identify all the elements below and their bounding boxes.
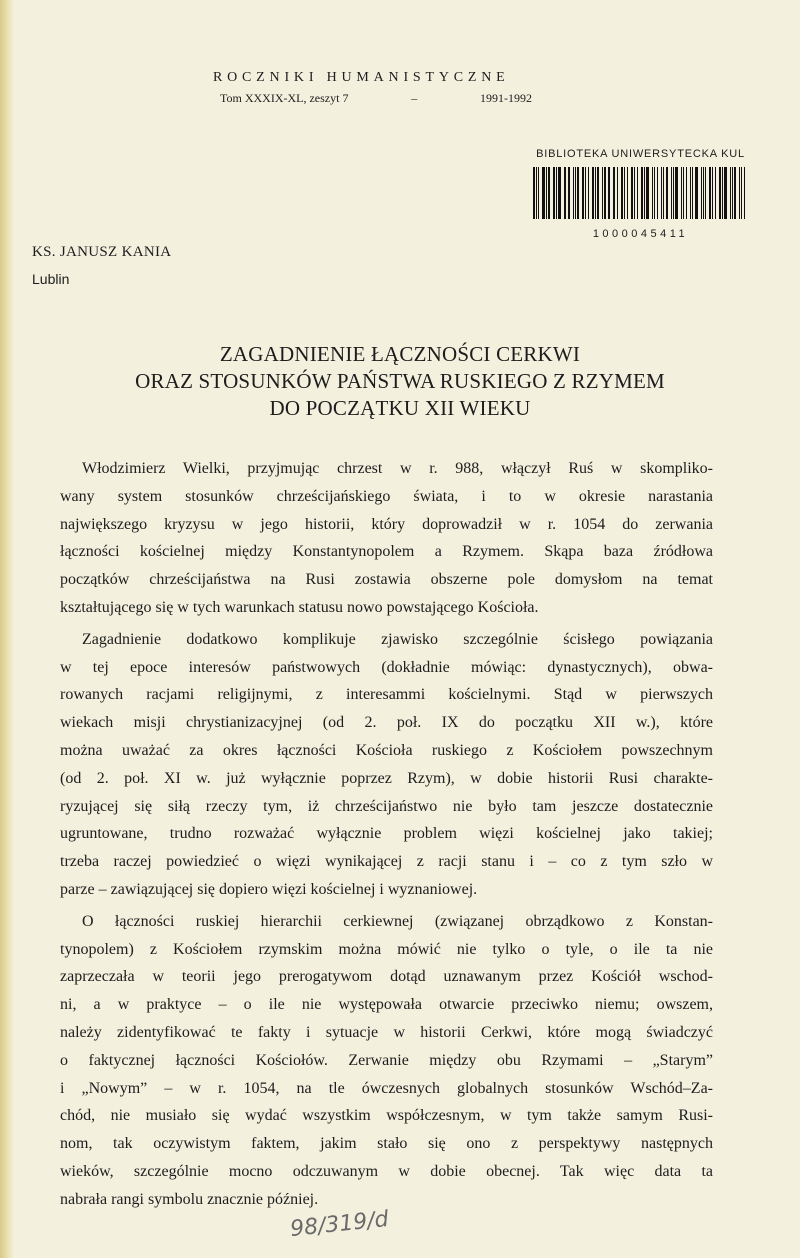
- barcode-bar: [553, 167, 555, 219]
- text-line: wieków, szczególnie mocno odczuwanym w dobie obecnej. Tak więc data ta: [60, 1162, 713, 1180]
- paragraph: [60, 626, 713, 904]
- barcode-bar: [703, 167, 704, 219]
- barcode-bar: [709, 167, 711, 219]
- title-line: ORAZ STOSUNKÓW PAŃSTWA RUSKIEGO Z RZYMEM: [135, 369, 665, 393]
- text-line: kształtującego się w tych warunkach statusu nowo powstającego Kościoła.: [60, 598, 539, 616]
- barcode-bar: [575, 167, 576, 219]
- barcode-bar: [705, 167, 706, 219]
- author-city: Lublin: [32, 271, 70, 287]
- barcode-bar: [573, 167, 574, 219]
- text-line: O łączności ruskiej hierarchii cerkiewnej (związanej obrządkowo z Konstan-: [82, 912, 713, 930]
- barcode-bar: [724, 167, 726, 219]
- barcode-bar: [592, 167, 594, 219]
- text-line: nom, tak oczywistym faktem, jakim stało się ono z perspektywy następnych: [60, 1135, 713, 1153]
- barcode-bar: [548, 167, 550, 219]
- barcode-bar: [666, 167, 668, 219]
- barcode-bar: [690, 167, 691, 219]
- library-stamp: [533, 148, 748, 240]
- text-line: ugruntowane, trudno rozważać wyłącznie problem więzi kościelnej jako takiej;: [60, 825, 713, 843]
- text-line: wany system stosunków chrześcijańskiego świata, i to w okresie narastania: [60, 487, 713, 505]
- barcode-bar: [715, 167, 717, 219]
- page-edge: [0, 0, 14, 1258]
- barcode-bar: [741, 167, 742, 219]
- barcode-bar: [568, 167, 570, 219]
- text-line: można uważać za okres łączności Kościoła ruskiego z Kościołem powszechnym: [60, 741, 713, 759]
- text-line: początków chrześcijaństwa na Rusi zostawia obszerne pole domysłom na temat: [60, 571, 713, 589]
- barcode-bar: [739, 167, 740, 219]
- handwritten-signature: 98/319/d: [288, 1206, 390, 1243]
- barcode-bar: [722, 167, 723, 219]
- barcode-bar: [627, 167, 628, 219]
- text-line: trzeba raczej powiedzieć o więzi wynikającej z racji stanu i – co z tym szło w: [60, 853, 713, 871]
- barcode-bar: [701, 167, 702, 219]
- barcode-bar: [661, 167, 662, 219]
- journal-meta: [220, 91, 532, 106]
- barcode-bar: [597, 167, 599, 219]
- barcode-bar: [695, 167, 697, 219]
- paragraph: [60, 908, 713, 1214]
- barcode-number: 1000045411: [592, 228, 689, 240]
- barcode-bar: [585, 167, 586, 219]
- barcode-bar: [663, 167, 665, 219]
- journal-volume: Tom XXXIX-XL, zeszyt 7: [220, 91, 349, 105]
- text-line: w tej epoce interesów państwowych (dokładnie mówiąc: dynastycznych), obwa-: [60, 658, 713, 676]
- barcode-bar: [602, 167, 603, 219]
- text-line: należy zidentyfikować te fakty i sytuacje w historii Cerkwi, które mogą świadczyć: [60, 1023, 713, 1041]
- barcode-bar: [613, 167, 614, 219]
- barcode-bar: [582, 167, 584, 219]
- barcode-bar: [637, 167, 638, 219]
- journal-name: ROCZNIKI HUMANISTYCZNE: [213, 70, 510, 85]
- barcode-bar: [533, 167, 535, 219]
- text-line: (od 2. poł. XI w. już wyłącznie poprzez Rzym), w dobie historii Rusi charakte-: [60, 769, 713, 787]
- barcode-bar: [657, 167, 658, 219]
- barcode-bar: [712, 167, 713, 219]
- barcode-bar: [538, 167, 539, 219]
- barcode-bar: [577, 167, 579, 219]
- barcode-bar: [641, 167, 643, 219]
- text-line: nabrała rangi symbolu znacznie później.: [60, 1190, 319, 1208]
- barcode-bar: [542, 167, 544, 219]
- barcode-bar: [624, 167, 626, 219]
- text-line: tynopolem) z Kościołem rzymskim można mówić nie tylko o tyle, o ile ta nie: [60, 940, 713, 958]
- text-line: o faktycznej łączności Kościołów. Zerwanie między obu Rzymami – „Starym”: [60, 1051, 713, 1069]
- author-name: KS. JANUSZ KANIA: [32, 244, 172, 260]
- barcode-bar: [617, 167, 618, 219]
- text-line: wiekach misji chrystianizacyjnej (od 2. poł. IX do początku XII w.), które: [60, 714, 713, 732]
- text-line: chód, nie musiało się wydać wszystkim współczesnym, w tym także samym Rusi-: [60, 1107, 713, 1125]
- text-line: największego kryzysu w jego historii, który doprowadził w r. 1054 do zerwania: [60, 515, 713, 533]
- barcode-bar: [652, 167, 654, 219]
- article-body: [60, 455, 713, 1218]
- barcode-bar: [671, 167, 672, 219]
- barcode-bar: [686, 167, 687, 219]
- barcode-bar: [646, 167, 648, 219]
- text-line: i „Nowym” – w r. 1054, na tle ówczesnych globalnych stosunków Wschód–Za-: [60, 1079, 713, 1097]
- barcode-bar: [744, 167, 746, 219]
- barcode-bar: [734, 167, 736, 219]
- barcode-bar: [588, 167, 589, 219]
- barcode-bar: [634, 167, 635, 219]
- barcode-bar: [692, 167, 694, 219]
- barcode-bar: [565, 167, 566, 219]
- article-title: [40, 341, 760, 422]
- barcode-bar: [564, 167, 565, 219]
- text-line: Zagadnienie dodatkowo komplikuje zjawisko szczególnie ścisłego powiązania: [82, 630, 713, 648]
- text-line: zaprzeczała w teorii jego prerogatywom dotąd uznawanym przez Kościół wschod-: [60, 968, 713, 986]
- journal-years: 1991-1992: [480, 91, 532, 105]
- barcode-bar: [558, 167, 560, 219]
- barcode-bar: [681, 167, 682, 219]
- barcode-bar: [732, 167, 733, 219]
- barcode-bar: [719, 167, 721, 219]
- barcode-bar: [675, 167, 677, 219]
- journal-dash: –: [411, 91, 418, 105]
- barcode-bar: [546, 167, 547, 219]
- barcode-bar: [631, 167, 633, 219]
- barcode: [533, 167, 748, 219]
- barcode-bar: [536, 167, 537, 219]
- paragraph: [60, 455, 713, 622]
- barcode-bar: [604, 167, 606, 219]
- barcode-bar: [614, 167, 615, 219]
- barcode-bar: [644, 167, 645, 219]
- title-line: DO POCZĄTKU XII WIEKU: [269, 396, 531, 420]
- barcode-bar: [556, 167, 557, 219]
- text-line: ryzującej się siłą rzeczy tym, iż chrześcijaństwo nie było tam jeszcze dostatecznie: [60, 797, 713, 815]
- barcode-bar: [683, 167, 685, 219]
- text-line: łączności kościelnej między Konstantynopolem a Rzymem. Skąpa baza źródłowa: [60, 543, 713, 561]
- barcode-bar: [621, 167, 623, 219]
- barcode-bar: [608, 167, 610, 219]
- library-name: BIBLIOTEKA UNIWERSYTECKA KUL: [536, 148, 745, 160]
- barcode-bar: [595, 167, 596, 219]
- text-line: rowanych racjami religijnymi, z interesammi kościelnymi. Stąd w pierwszych: [60, 686, 713, 704]
- title-line: ZAGADNIENIE ŁĄCZNOŚCI CERKWI: [219, 342, 581, 366]
- text-line: ni, a w praktyce – o ile nie występowała otwarcie przeciwko niemu; owszem,: [60, 996, 713, 1014]
- barcode-bar: [730, 167, 731, 219]
- text-line: parze – zawiązującej się dopiero więzi kościelnej i wyznaniowej.: [60, 880, 478, 898]
- text-line: Włodzimierz Wielki, przyjmując chrzest w r. 988, włączył Ruś w skompliko-: [82, 460, 713, 477]
- barcode-bar: [673, 167, 674, 219]
- barcode-bar: [654, 167, 655, 219]
